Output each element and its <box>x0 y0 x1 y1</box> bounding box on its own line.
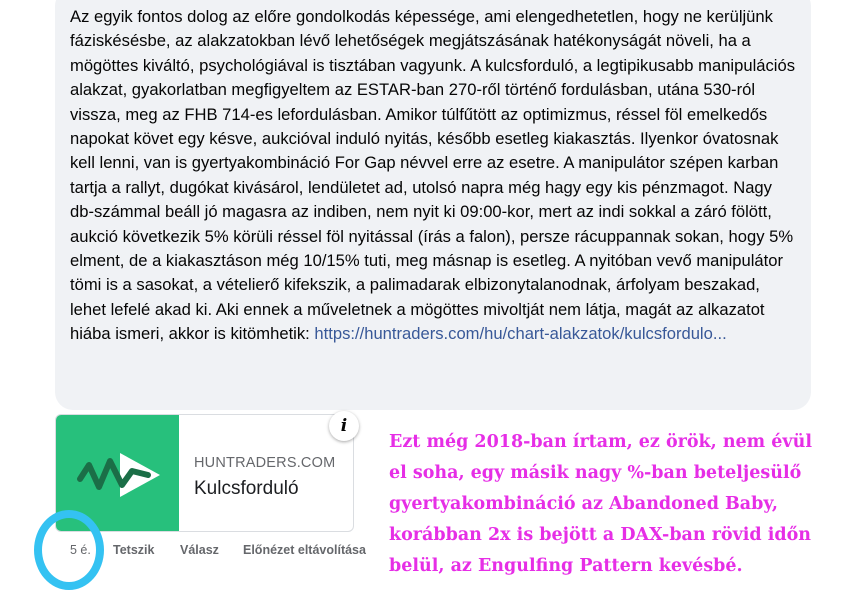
comment-timestamp[interactable]: 5 é. <box>70 543 91 557</box>
reply-button[interactable]: Válasz <box>180 543 219 557</box>
link-preview-card[interactable] <box>55 414 354 532</box>
comment-link[interactable]: https://huntraders.com/hu/chart-alakzatok/kulcsfordulo... <box>314 324 727 344</box>
annotation-text: Ezt még 2018-ban írtam, ez örök, nem évül el soha, egy másik nagy %-ban beteljesülő gyertyakombináció az Abandoned Baby, korábban 2x is bejött a DAX-ban rövid időn belül, az Engulfing Pattern kevésbé. <box>389 432 812 576</box>
like-button[interactable]: Tetszik <box>113 543 155 557</box>
link-preview-title: Kulcsforduló <box>194 478 299 499</box>
comment-text: Az egyik fontos dolog az előre gondolkodás képessége, ami elengedhetetlen, hogy ne kerüljünk fáziskésésbe, az alakzatokban lévő lehetőségek megjátszásának hatékonyságát növeli, ha a mögöttes kiváltó, psychológiával is tisztában vagyunk. A kulcsforduló, a legtipikusabb manipulációs alakzat, gyakorlatban megfigyeltem az ESTAR-ban 270-ről történő fordulásban, utána 530-ról vissza, meg az FHB 714-es lefordulásban. Amikor túlfűtött az optimizmus, réssel föl emelkedős napokat követ egy késve, aukcióval induló nyitás, később esetleg kiakasztás. Ilyenkor óvatosnak kell lenni, van is gyertyakombináció For Gap névvel erre az esetre. A manipulátor szépen karban tartja a rallyt, dugókat kivásárol, lendületet ad, utolsó napra még hagy egy kis pénzmagot. Nagy db-számmal beáll jó magasra az indiben, nem nyit ki 09:00-kor, mert az indi sokkal a záró fölött, aukció következik 5% körüli réssel föl nyitással (írás a falon), persze rácuppannak sokan, hogy 5% elment, de a kiakasztáson még 10/15% tuti, meg másnap is esetleg. A nyitóban vevő manipulátor tömi is a sasokat, a vételierő kifekszik, a palimadarak elbizonytalanodnak, árfolyam beszakad, lehet lefelé akad ki. Aki ennek a műveletnek a mögöttes mivoltját nem látja, magát az alkazatot hiába ismeri, akkor is kitömhetik: <box>70 7 795 344</box>
link-preview-domain: HUNTRADERS.COM <box>194 455 336 471</box>
comment-body <box>70 5 800 347</box>
info-icon[interactable]: i <box>329 411 359 441</box>
highlight-circle-annotation <box>34 510 104 590</box>
remove-preview-button[interactable]: Előnézet eltávolítása <box>243 543 366 557</box>
